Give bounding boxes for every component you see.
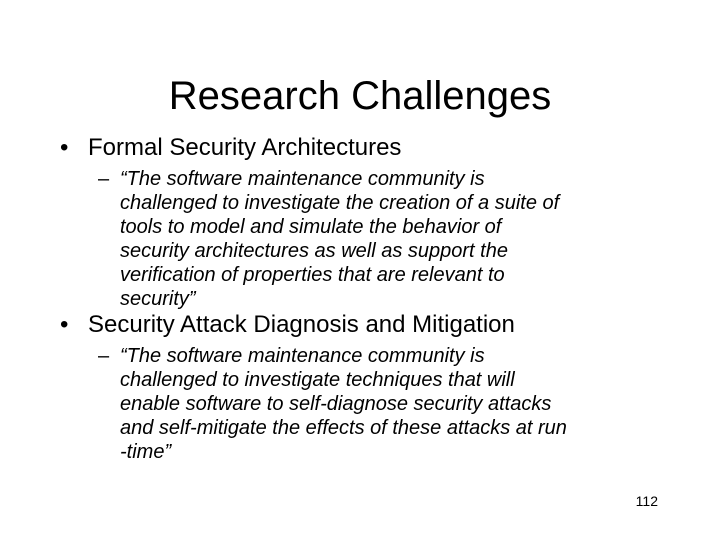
quote-line: challenged to investigate the creation of a suite of	[120, 192, 560, 214]
bullet-text: Security Attack Diagnosis and Mitigation	[88, 311, 515, 338]
quote-line: verification of properties that are relevant to	[120, 264, 505, 286]
quote-line: -time”	[120, 441, 172, 463]
quote-line: security”	[120, 288, 196, 310]
bullet-text: Formal Security Architectures	[88, 134, 402, 161]
bullet-marker: •	[60, 311, 69, 338]
quote-line: “The software maintenance community is	[120, 345, 485, 367]
quote-line: enable software to self-diagnose security attacks	[120, 393, 552, 415]
sub-bullet-marker: –	[98, 168, 110, 190]
bullet-marker: •	[60, 134, 69, 161]
quote-line: and self-mitigate the effects of these attacks at run	[120, 417, 567, 439]
quote-line: security architectures as well as support the	[120, 240, 508, 262]
quote-line: “The software maintenance community is	[120, 168, 485, 190]
quote-line: tools to model and simulate the behavior of	[120, 216, 502, 238]
quote-line: challenged to investigate techniques that will	[120, 369, 515, 391]
page-number: 112	[635, 493, 658, 509]
slide-title: Research Challenges	[168, 74, 552, 118]
sub-bullet-marker: –	[98, 345, 110, 367]
